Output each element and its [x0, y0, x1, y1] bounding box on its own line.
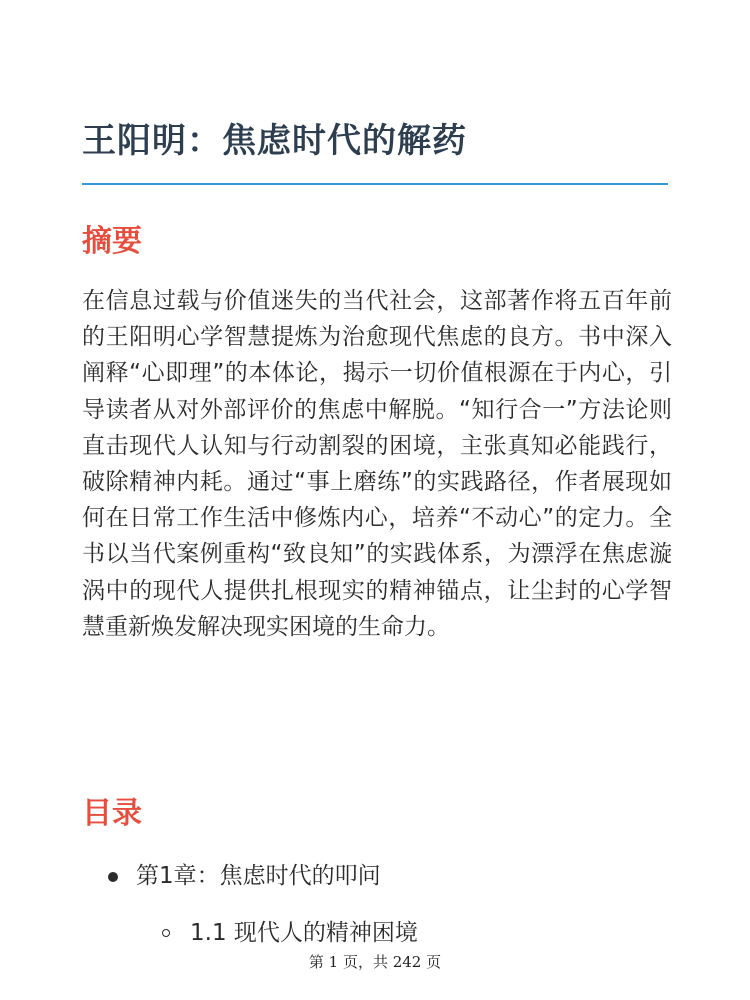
toc-chapter-1[interactable]: 第1章：焦虑时代的叩问	[136, 863, 381, 889]
bullet-disc-icon	[108, 872, 118, 882]
toc-section-1-1[interactable]: 1.1 现代人的精神困境	[190, 920, 418, 946]
abstract-heading: 摘要	[82, 224, 142, 259]
document-title: 王阳明：焦虑时代的解药	[82, 121, 467, 161]
toc-heading: 目录	[82, 796, 142, 831]
page-number-footer: 第 1 页，共 242 页	[0, 951, 750, 973]
bullet-circle-icon	[162, 929, 170, 937]
abstract-body: 在信息过载与价值迷失的当代社会，这部著作将五百年前的王阳明心学智慧提炼为治愈现代焦虑的良方。书中深入阐释“心即理”的本体论，揭示一切价值根源在于内心，引导读者从对外部评价的焦虑中解脱。“知行合一”方法论则直击现代人认知与行动割裂的困境，主张真知必能践行，破除精神内耗。通过“事上磨练”的实践路径，作者展现如何在日常工作生活中修炼内心，培养“不动心”的定力。全书以当代案例重构“致良知”的实践体系，为漂浮在焦虑漩涡中的现代人提供扎根现实的精神锚点，让尘封的心学智慧重新焕发解决现实困境的生命力。	[82, 288, 672, 640]
title-divider	[82, 183, 668, 185]
